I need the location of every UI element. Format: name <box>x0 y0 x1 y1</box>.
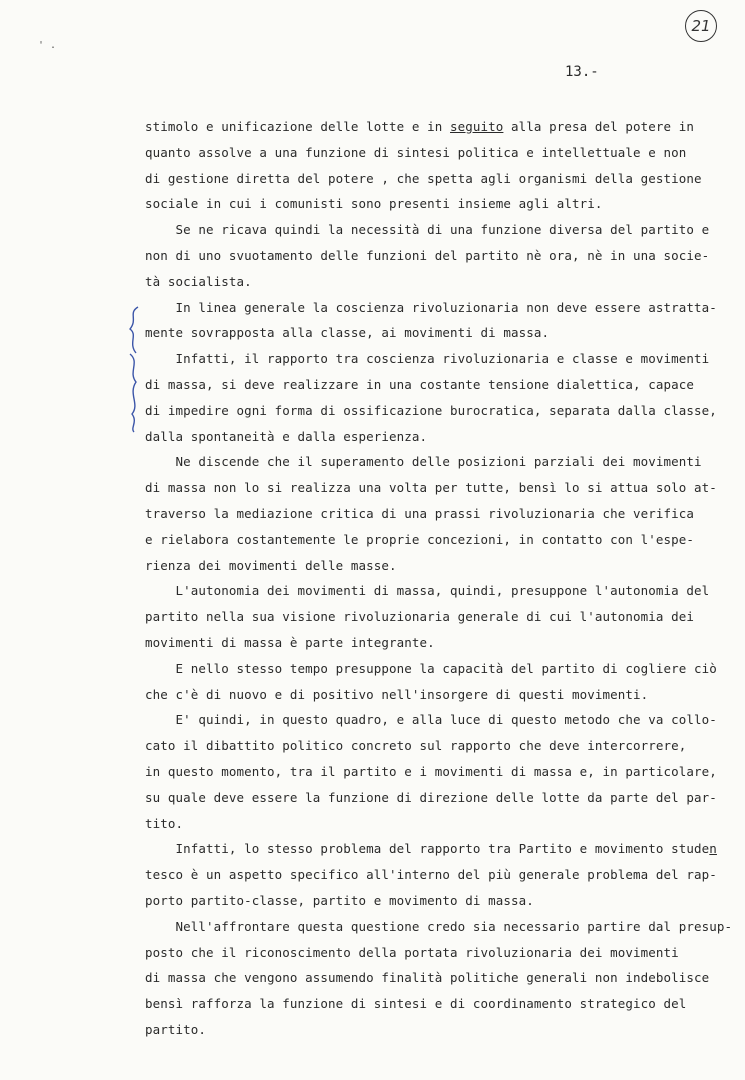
text-segment: traverso la mediazione critica di una prassi rivoluzionaria che verifica <box>145 505 695 521</box>
text-segment: E nello stesso tempo presuppone la capacità del partito di cogliere ciò <box>145 660 717 676</box>
text-line <box>145 553 685 579</box>
text-line <box>145 733 685 759</box>
text-line <box>145 501 695 527</box>
text-segment: movimenti di massa è parte integrante. <box>145 634 435 650</box>
text-line <box>145 320 685 346</box>
text-line <box>145 604 695 630</box>
text-line <box>145 759 717 785</box>
text-line <box>145 578 710 604</box>
text-line <box>145 295 717 321</box>
page-number: 13.- <box>565 64 599 80</box>
text-line <box>145 630 685 656</box>
text-line <box>145 656 717 682</box>
text-segment: bensì rafforza la funzione di sintesi e di coordinamento strategico del <box>145 996 687 1012</box>
text-line <box>145 527 695 553</box>
text-segment: e rielabora costantemente le proprie concezioni, in contatto con l'espe- <box>145 531 695 547</box>
text-line <box>145 940 685 966</box>
text-line <box>145 888 685 914</box>
text-segment: tesco è un aspetto specifico all'interno del più generale problema del rap- <box>145 867 717 883</box>
text-segment: partito. <box>145 1021 207 1037</box>
text-line <box>145 862 717 888</box>
text-line <box>145 140 685 166</box>
text-line <box>145 372 695 398</box>
text-segment: posto che il riconoscimento della portata rivoluzionaria dei movimenti <box>145 944 679 960</box>
text-segment: quanto assolve a una funzione di sintesi politica e intellettuale e non <box>145 144 687 160</box>
text-line <box>145 836 717 862</box>
text-line <box>145 191 685 217</box>
text-segment: E' quindi, in questo quadro, e alla luce di questo metodo che va collo- <box>145 712 717 728</box>
text-segment: Infatti, il rapporto tra coscienza rivoluzionaria e classe e movimenti <box>145 351 710 367</box>
typed-text-body <box>145 114 733 1043</box>
text-segment: non di uno svuotamento delle funzioni del partito nè ora, nè in una socie- <box>145 247 710 263</box>
text-segment: dalla spontaneità e dalla esperienza. <box>145 428 428 444</box>
text-segment: di massa che vengono assumendo finalità politiche generali non indebolisce <box>145 970 710 986</box>
text-line <box>145 991 685 1017</box>
text-line <box>145 475 717 501</box>
text-segment: L'autonomia dei movimenti di massa, quindi, presuppone l'autonomia del <box>145 583 710 599</box>
underlined-text: seguito <box>450 119 504 134</box>
margin-brace-mark-2 <box>124 352 142 434</box>
text-segment: partito nella sua visione rivoluzionaria generale di cui l'autonomia dei <box>145 609 695 625</box>
text-line <box>145 1017 685 1043</box>
text-line <box>145 217 710 243</box>
text-segment: Infatti, lo stesso problema del rapporto tra Partito e movimento stude <box>145 841 710 857</box>
text-segment: stimolo e unificazione delle lotte e in <box>145 119 451 134</box>
text-line <box>145 965 710 991</box>
text-segment: tà socialista. <box>145 273 252 289</box>
text-segment: di massa non lo si realizza una volta per tutte, bensì lo si attua solo at- <box>145 480 717 496</box>
text-line <box>145 707 717 733</box>
text-line <box>145 114 695 140</box>
text-line <box>145 424 685 450</box>
text-segment: mente sovrapposta alla classe, ai movimenti di massa. <box>145 325 550 341</box>
text-segment: Se ne ricava quindi la necessità di una funzione diversa del partito e <box>145 222 710 238</box>
underlined-text: n <box>709 841 717 857</box>
text-segment: alla presa del potere in <box>503 119 695 134</box>
text-segment: In linea generale la coscienza rivoluzionaria non deve essere astratta- <box>145 299 717 315</box>
text-segment: di massa, si deve realizzare in una costante tensione dialettica, capace <box>145 376 695 392</box>
text-segment: Nell'affrontare questa questione credo sia necessario partire dal presup- <box>145 918 733 934</box>
text-segment: in questo momento, tra il partito e i movimenti di massa e, in particolare, <box>145 763 717 779</box>
text-segment: rienza dei movimenti delle masse. <box>145 557 397 573</box>
text-segment: Ne discende che il superamento delle posizioni parziali dei movimenti <box>145 454 702 470</box>
text-line <box>145 166 702 192</box>
text-segment: tito. <box>145 815 184 831</box>
scan-specks: ' . <box>38 40 57 51</box>
margin-brace-mark-1 <box>124 305 142 355</box>
text-segment: di gestione diretta del potere , che spetta agli organismi della gestione <box>145 170 702 186</box>
text-segment: cato il dibattito politico concreto sul rapporto che deve intercorrere, <box>145 738 687 754</box>
text-line <box>145 682 685 708</box>
handwritten-page-stamp: 21 <box>685 10 717 42</box>
text-segment: di impedire ogni forma di ossificazione burocratica, separata dalla classe, <box>145 402 717 418</box>
text-line <box>145 811 685 837</box>
text-line <box>145 269 685 295</box>
text-segment: che c'è di nuovo e di positivo nell'insorgere di questi movimenti. <box>145 686 649 702</box>
text-segment: porto partito-classe, partito e movimento di massa. <box>145 892 534 908</box>
text-line <box>145 449 702 475</box>
text-segment: su quale deve essere la funzione di direzione delle lotte da parte del par- <box>145 789 717 805</box>
text-line <box>145 243 710 269</box>
text-line <box>145 785 717 811</box>
text-line <box>145 914 733 940</box>
text-line <box>145 398 717 424</box>
text-line <box>145 346 710 372</box>
text-segment: sociale in cui i comunisti sono presenti insieme agli altri. <box>145 196 603 212</box>
